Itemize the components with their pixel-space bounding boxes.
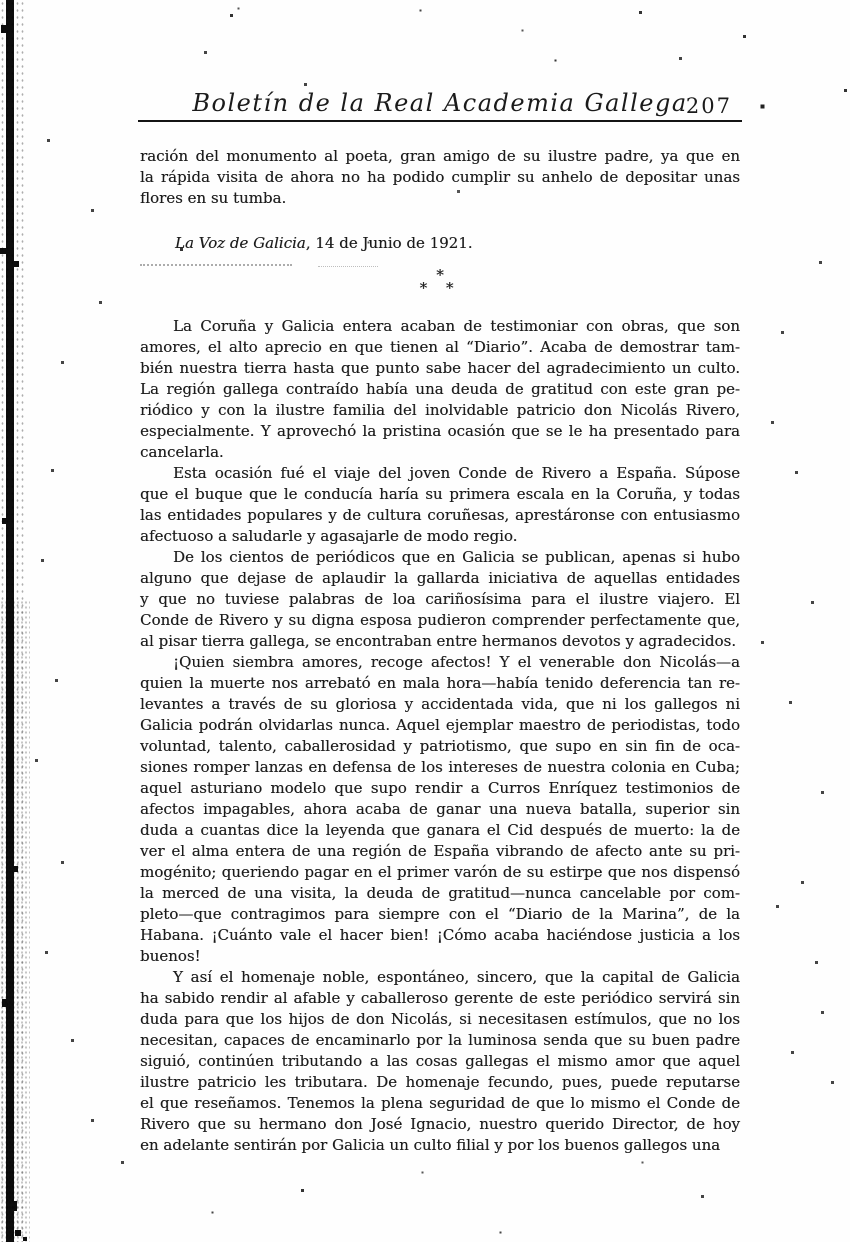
dateline-source: La Voz de Galicia bbox=[175, 234, 306, 252]
scan-speckle-noise bbox=[0, 0, 1, 1]
text-line: el que reseñamos. Tenemos la plena seguridad de que lo mismo el Conde de bbox=[140, 1094, 740, 1112]
text-line: afectuoso a saludarle y agasajarle de modo regio. bbox=[140, 527, 518, 545]
asterisk-row: * * bbox=[419, 279, 461, 297]
text-line: Galicia podrán olvidarlas nunca. Aquel ejemplar maestro de periodistas, todo bbox=[140, 716, 740, 734]
text-line: necesitan, capaces de encaminarlo por la luminosa senda que su buen padre bbox=[140, 1031, 740, 1049]
text-line: De los cientos de periódicos que en Galicia se publican, apenas si hubo bbox=[173, 548, 740, 566]
text-line: quien la muerte nos arrebató en mala hora—había tenido deferencia tan re- bbox=[140, 674, 740, 692]
text-line: ración del monumento al poeta, gran amigo de su ilustre padre, ya que en bbox=[140, 147, 740, 165]
text-line: siguió, continúen tributando a las cosas gallegas el mismo amor que aquel bbox=[140, 1052, 740, 1070]
text-line: Y así el homenaje noble, espontáneo, sincero, que la capital de Galicia bbox=[173, 968, 740, 986]
scan-edge-noise-lower bbox=[0, 600, 30, 1242]
page-header bbox=[138, 84, 742, 122]
paragraph bbox=[140, 316, 740, 463]
text-line: amores, el alto aprecio en que tienen al “Diario”. Acaba de demostrar tam- bbox=[140, 338, 740, 356]
text-line: duda a cuantas dice la leyenda que ganara el Cid después de muerto: la de bbox=[140, 821, 740, 839]
text-line: bién nuestra tierra hasta que punto sabe hacer del agradecimiento un culto. bbox=[140, 359, 740, 377]
body-content bbox=[140, 146, 740, 1156]
paragraph bbox=[140, 547, 740, 652]
page-number: 207 bbox=[685, 94, 732, 118]
text-line: levantes a través de su gloriosa y accidentada vida, que ni los gallegos ni bbox=[140, 695, 740, 713]
paragraph bbox=[140, 652, 740, 967]
text-line: la merced de una visita, la deuda de gratitud—nunca cancelable por com- bbox=[140, 884, 740, 902]
dateline bbox=[140, 233, 740, 254]
text-line: buenos! bbox=[140, 947, 201, 965]
text-line: ver el alma entera de una región de España vibrando de afecto ante su pri- bbox=[140, 842, 740, 860]
text-line: ¡Quien siembra amores, recoge afectos! Y el venerable don Nicolás—a bbox=[173, 653, 740, 671]
text-line: Rivero que su hermano don José Ignacio, nuestro querido Director, de hoy bbox=[140, 1115, 740, 1133]
text-line: Conde de Rivero y su digna esposa pudieron comprender perfectamente que, bbox=[140, 611, 740, 629]
text-line: ilustre patricio les tributara. De homenaje fecundo, pues, puede reputarse bbox=[140, 1073, 740, 1091]
text-line: y que no tuviese palabras de loa cariñosísima para el ilustre viajero. El bbox=[140, 590, 740, 608]
text-line: en adelante sentirán por Galicia un culto filial y por los buenos gallegos una bbox=[140, 1136, 721, 1154]
text-line: que el buque que le conducía haría su primera escala en la Coruña, y todas bbox=[140, 485, 740, 503]
text-line: alguno que dejase de aplaudir la gallarda iniciativa de aquellas entidades bbox=[140, 569, 740, 587]
text-line: Esta ocasión fué el viaje del joven Conde de Rivero a España. Súpose bbox=[173, 464, 740, 482]
asterisk-row: * bbox=[436, 266, 444, 284]
paragraph bbox=[140, 463, 740, 547]
paragraph bbox=[140, 146, 740, 209]
text-line: voluntad, talento, caballerosidad y patriotismo, que supo en sin fin de oca- bbox=[140, 737, 740, 755]
text-line: especialmente. Y aprovechó la pristina ocasión que se le ha presentado para bbox=[140, 422, 740, 440]
text-line: mogénito; queriendo pagar en el primer varón de su estirpe que nos dispensó bbox=[140, 863, 740, 881]
text-line: las entidades populares y de cultura coruñesas, aprestáronse con entusiasmo bbox=[140, 506, 740, 524]
dateline-rest: , 14 de Junio de 1921. bbox=[305, 234, 473, 252]
text-line: flores en su tumba. bbox=[140, 189, 287, 207]
text-line: La Coruña y Galicia entera acaban de testimoniar con obras, que son bbox=[173, 317, 740, 335]
text-line: la rápida visita de ahora no ha podido cumplir su anhelo de depositar unas bbox=[140, 168, 740, 186]
text-line: La región gallega contraído había una deuda de gratitud con este gran pe- bbox=[140, 380, 740, 398]
text-line: pleto—que contragimos para siempre con el “Diario de la Marina”, de la bbox=[140, 905, 740, 923]
text-line: riódico y con la ilustre familia del inolvidable patricio don Nicolás Rivero, bbox=[140, 401, 740, 419]
asterisk-separator bbox=[140, 266, 740, 297]
text-line: aquel asturiano modelo que supo rendir a Curros Enríquez testimonios de bbox=[140, 779, 740, 797]
text-line: cancelarla. bbox=[140, 443, 224, 461]
text-line: duda para que los hijos de don Nicolás, si necesitasen estímulos, que no los bbox=[140, 1010, 740, 1028]
text-line: al pisar tierra gallega, se encontraban entre hermanos devotos y agradecidos. bbox=[140, 632, 737, 650]
journal-title: Boletín de la Real Academia Gallega bbox=[192, 89, 688, 117]
text-line: Habana. ¡Cuánto vale el hacer bien! ¡Cómo acaba haciéndose justicia a los bbox=[140, 926, 740, 944]
text-line: afectos impagables, ahora acaba de ganar una nueva batalla, superior sin bbox=[140, 800, 740, 818]
text-line: ha sabido rendir al afable y caballeroso gerente de este periódico servirá sin bbox=[140, 989, 740, 1007]
paragraph bbox=[140, 967, 740, 1156]
text-line: siones romper lanzas en defensa de los intereses de nuestra colonia en Cuba; bbox=[140, 758, 740, 776]
